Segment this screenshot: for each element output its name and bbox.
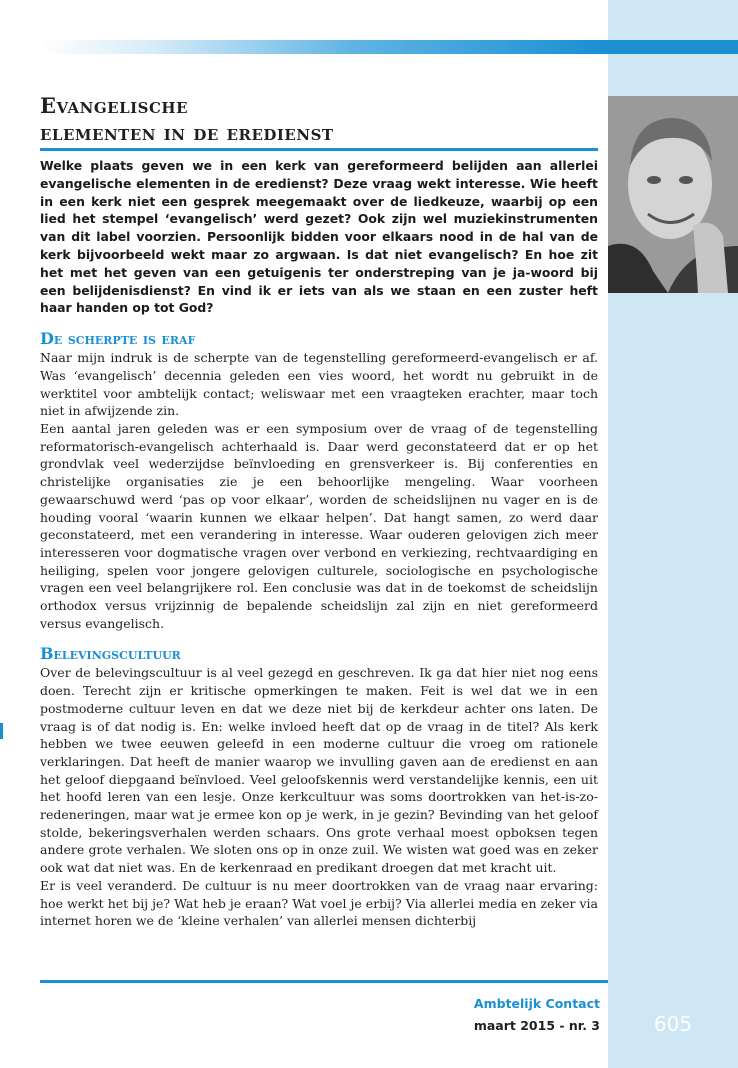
body-paragraph: Naar mijn indruk is de scherpte van de tegenstelling gereformeerd-evangelisch er af. Was ‘evangelisch’ decennia geleden een vies woord, het wordt nu gebruikt in de werktitel voor ambtelijk contact; weliswaar met een vraagteken erachter, maar toch niet in afwijzende zin. (40, 350, 598, 419)
title-underline (40, 148, 598, 151)
article (40, 92, 598, 930)
footer-rule (40, 980, 608, 983)
section-heading: Belevingscultuur (40, 644, 181, 664)
intro-paragraph: Welke plaats geven we in een kerk van gereformeerd belijden aan allerlei evangelische elementen in de eredienst? Deze vraag wekt interesse. Wie heeft in een kerk niet een gesprek meegemaakt over de liedkeuze, waarbij op een lied het stempel ‘evangelisch’ werd gezet? Ook zijn wel muziekinstrumenten van dit label voorzien. Persoonlijk bidden voor elkaars nood in de hal van de kerk bijvoorbeeld wekt maar zo argwaan. Is dat niet evangelisch? En hoe zit het met het geven van een getuigenis ter onderstreping van je ja-woord bij een belijdenisdienst? En vind ik er iets van als we staan en een zuster heft haar handen op tot God? (40, 158, 598, 316)
margin-marker (0, 723, 3, 739)
author-portrait-illustration (608, 96, 738, 293)
title-line-1: Evangelische (40, 93, 189, 118)
magazine-name: Ambtelijk Contact (473, 996, 600, 1011)
body-paragraph: Over de belevingscultuur is al veel gezegd en geschreven. Ik ga dat hier niet nog eens doen. Terecht zijn er kritische opmerkingen te maken. Feit is wel dat we in een postmoderne cultuur leven en dat we deze niet bij de kerkdeur achter ons laten. De vraag is of dat nodig is. En: welke invloed heeft dat op de vraag in de titel? Als kerk hebben we twee eeuwen geleefd in een moderne cultuur die vroeg om rationele verklaringen. Dat heeft de manier waarop we invulling gaven aan de eredienst en aan het geloof diepgaand beïnvloed. Veel geloofskennis werd verstandelijke kennis, een uit het hoofd leren van een lesje. Onze kerkcultuur was soms doortrokken van het-is-zo-redeneringen, maar wat je ermee kon op je werk, in je gezin? Bevinding van het geloof stolde, bekeringsverhalen werden schaars. Ons grote verhaal moest opboksen tegen andere grote verhalen. We sloten ons op in onze zuil. We wisten wat goed was en zeker ook wat dat niet was. En de kerkenraad en predikant droegen dat met kracht uit. (40, 665, 598, 876)
title-line-2: elementen in de eredienst (40, 120, 334, 145)
page-number: 605 (653, 1012, 693, 1036)
body-paragraph: Een aantal jaren geleden was er een symposium over de vraag of de tegenstelling reformatorisch-evangelisch achterhaald is. Daar werd geconstateerd dat er op het grondvlak veel wederzijdse beïnvloeding en grensverkeer is. Bij conferenties en christelijke organisaties zie je een behoorlijke mengeling. Waar voorheen gewaarschuwd werd ‘pas op voor elkaar’, worden de scheidslijnen nu vager en is de houding vooral ‘waarin kunnen we elkaar helpen’. Dat hangt samen, zo werd daar geconstateerd, met een verandering in interesse. Waar ouderen gelovigen zich meer interesseren voor dogmatische vragen over verbond en verkiezing, rechtvaardiging en heiliging, spelen voor jongere gelovigen culturele, sociologische en psychologische vragen een veel belangrijkere rol. Een conclusie was dat in de toekomst de scheidslijn orthodox versus vrijzinnig de bepalende scheidslijn zal zijn en niet gereformeerd versus evangelisch. (40, 420, 598, 631)
article-title (40, 92, 598, 146)
header-gradient-bar (40, 40, 608, 54)
sidebar-top-bar (608, 40, 738, 54)
body-paragraph: Er is veel veranderd. De cultuur is nu meer doortrokken van de vraag naar ervaring: hoe werkt het bij je? Wat heb je eraan? Wat voel je erbij? Via allerlei media en zeker via internet horen we de ‘kleine verhalen’ van allerlei mensen dichterbij (40, 877, 598, 929)
author-photo (608, 96, 738, 293)
issue-info: maart 2015 - nr. 3 (473, 1018, 600, 1033)
section-heading: De scherpte is eraf (40, 329, 196, 349)
